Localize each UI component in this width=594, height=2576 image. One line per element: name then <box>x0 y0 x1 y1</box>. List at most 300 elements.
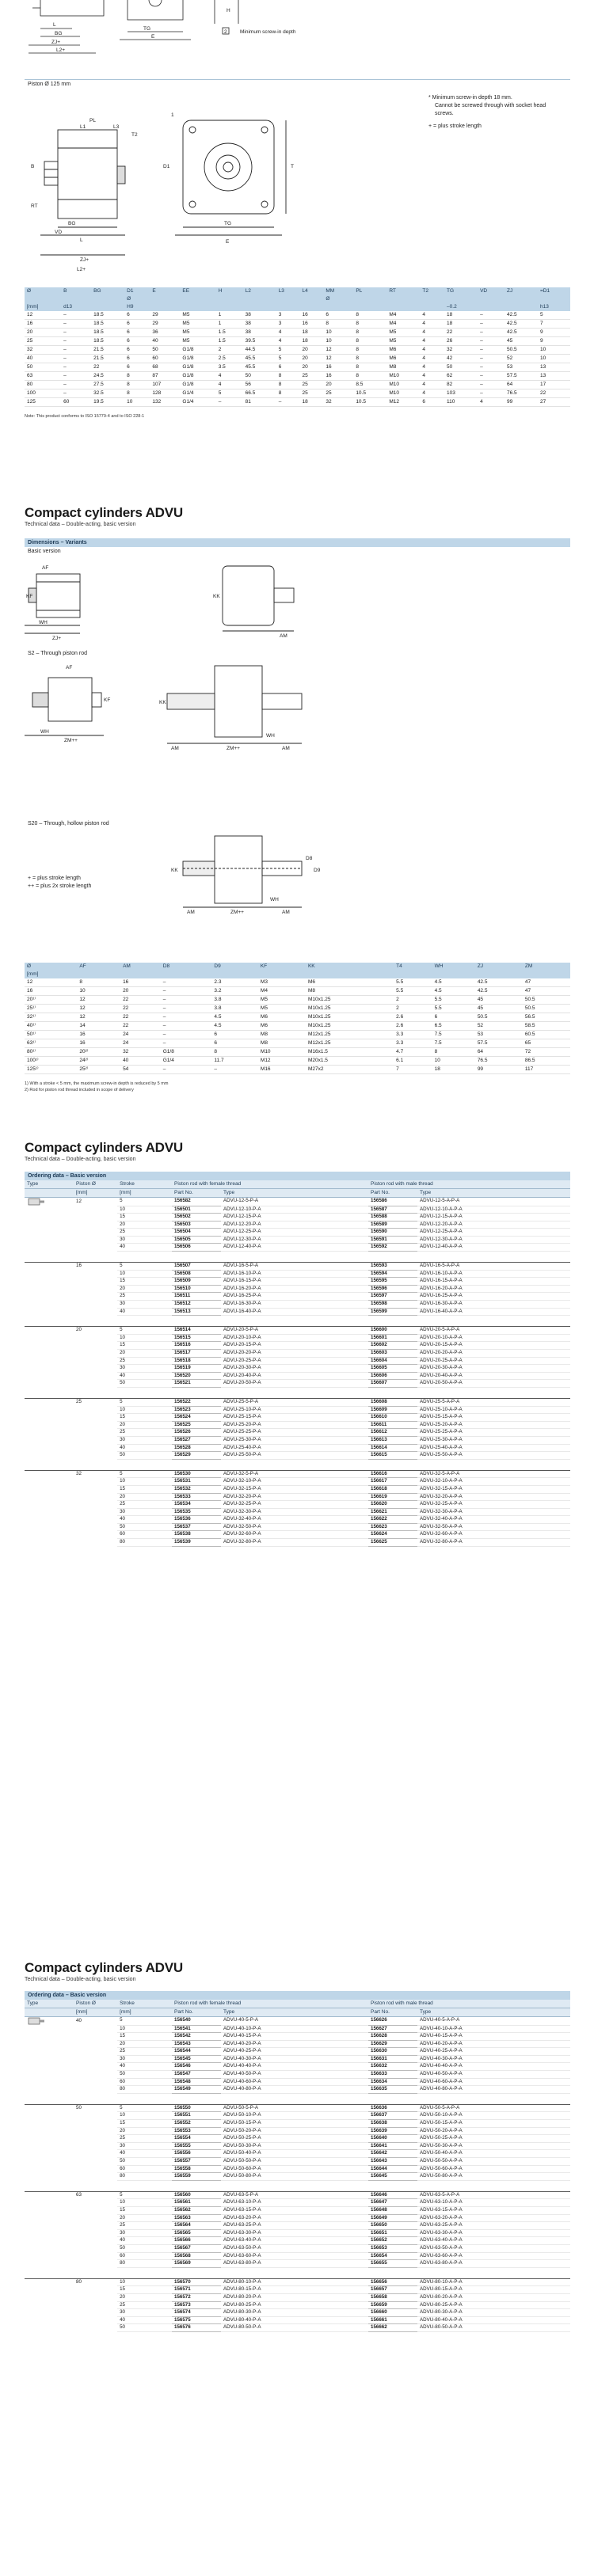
order-header-row <box>25 2000 570 2008</box>
table-cell: – <box>211 1066 257 1074</box>
order-sub-5: Part No. <box>368 1189 417 1198</box>
stroke-cell: 5 <box>117 1198 172 1206</box>
part-no-cell: 156519 <box>172 1365 221 1373</box>
table-cell: – <box>478 389 505 398</box>
table-cell: – <box>161 1039 212 1048</box>
table-cell: 64 <box>505 381 538 389</box>
stroke-cell: 50 <box>117 2071 172 2079</box>
band-label: Dimensions – Variants <box>25 538 570 547</box>
part-no-cell: 156624 <box>368 1531 417 1539</box>
piston-diameter-cell <box>74 1414 117 1422</box>
table-cell: M10x1.25 <box>306 1022 394 1031</box>
type-cell: ADVU-25-20-P-A <box>221 1421 368 1429</box>
piston-diameter-cell <box>74 1350 117 1358</box>
group-spacer <box>25 2267 570 2278</box>
table-cell: 13 <box>538 363 570 372</box>
type-icon-cell <box>25 1470 74 1478</box>
type-cell: ADVU-25-20-A-P-A <box>417 1421 570 1429</box>
part-no-cell: 156515 <box>172 1334 221 1342</box>
order-col-0: Type <box>25 1180 74 1189</box>
dim-sub-4 <box>150 295 180 303</box>
table-cell: M5 <box>180 311 215 320</box>
table-cell: 5.5 <box>432 1005 475 1013</box>
table-cell: 60 <box>61 398 91 407</box>
dim-unit-17: h13 <box>538 303 570 311</box>
table-row <box>25 1372 570 1380</box>
table-cell: 2.5 <box>216 355 243 363</box>
label-AM-right: AM <box>282 746 290 751</box>
piston-diameter-cell <box>74 2316 117 2324</box>
type-icon-cell <box>25 1342 74 1350</box>
type-cell: ADVU-16-5-A-P-A <box>417 1263 570 1271</box>
stroke-cell: 60 <box>117 1531 172 1539</box>
piston-diameter-cell <box>74 2309 117 2317</box>
piston-diameter-cell <box>74 1406 117 1414</box>
part-no-cell: 156633 <box>368 2071 417 2079</box>
table-cell: 3.3 <box>394 1031 432 1039</box>
type-cell: ADVU-32-60-A-P-A <box>417 1531 570 1539</box>
part-no-cell: 156520 <box>172 1372 221 1380</box>
table-cell: 87 <box>150 372 180 381</box>
part-no-cell: 156508 <box>172 1270 221 1278</box>
type-cell: ADVU-20-5-A-P-A <box>417 1327 570 1335</box>
part-no-cell: 156507 <box>172 1263 221 1271</box>
dim-unit-8 <box>276 303 300 311</box>
type-icon-cell <box>25 2150 74 2158</box>
table-cell: 125¹⁾ <box>25 1066 77 1074</box>
top-drawing <box>25 0 570 73</box>
table-cell: 18 <box>432 1066 475 1074</box>
part-no-cell: 156562 <box>172 2206 221 2214</box>
type-cell: ADVU-16-25-P-A <box>221 1293 368 1301</box>
type-cell: ADVU-40-10-P-A <box>221 2025 368 2033</box>
part-no-cell: 156641 <box>368 2142 417 2150</box>
dim-col-16: ZJ <box>505 287 538 295</box>
table-cell: 8 <box>353 329 386 337</box>
type-cell: ADVU-40-15-P-A <box>221 2033 368 2041</box>
table-cell: 4 <box>420 311 444 320</box>
table-cell: 3.8 <box>211 1005 257 1013</box>
table-row <box>25 2040 570 2048</box>
piston-diameter-cell <box>74 1285 117 1293</box>
table-cell: 13 <box>538 372 570 381</box>
dim-sub-7 <box>243 295 276 303</box>
part-no-cell: 156602 <box>368 1342 417 1350</box>
part-no-cell: 156505 <box>172 1236 221 1244</box>
table-row <box>25 1221 570 1229</box>
piston-diameter-cell <box>74 2025 117 2033</box>
table-cell: 1 <box>216 320 243 329</box>
part-no-cell: 156603 <box>368 1350 417 1358</box>
table-cell: 8 <box>276 389 300 398</box>
table-cell: 40 <box>120 1057 161 1066</box>
table-cell: M4 <box>386 320 420 329</box>
part-no-cell: 156555 <box>172 2142 221 2150</box>
order-col-5: Piston rod with male thread <box>368 2000 570 2008</box>
part-no-cell: 156658 <box>368 2293 417 2301</box>
var-unit-4 <box>211 971 257 978</box>
part-no-cell: 156535 <box>172 1508 221 1516</box>
label-T2: T2 <box>131 132 138 138</box>
order-col-0: Type <box>25 2000 74 2008</box>
table-row <box>25 1523 570 1531</box>
type-icon-cell <box>25 2055 74 2063</box>
table-cell: 53 <box>475 1031 523 1039</box>
table-cell: 68 <box>150 363 180 372</box>
type-cell: ADVU-12-25-A-P-A <box>417 1229 570 1237</box>
table-cell: M3 <box>258 978 306 987</box>
part-no-cell: 156615 <box>368 1452 417 1460</box>
table-row <box>25 346 570 355</box>
label-ZJ: ZJ+ <box>52 636 62 641</box>
table-cell: 3 <box>276 311 300 320</box>
table-cell: 5.5 <box>394 987 432 996</box>
piston-diameter-cell <box>74 2206 117 2214</box>
var-unit-6 <box>306 971 394 978</box>
table-row <box>25 398 570 407</box>
type-icon-cell <box>25 2078 74 2086</box>
table-cell: 18 <box>444 311 478 320</box>
order1-title: Compact cylinders ADVU <box>25 1140 183 1155</box>
type-cell: ADVU-32-50-A-P-A <box>417 1523 570 1531</box>
table-cell: 6 <box>124 329 150 337</box>
var-col-2: AM <box>120 963 161 971</box>
table-cell: 8 <box>211 1048 257 1057</box>
table-cell: 42.5 <box>505 311 538 320</box>
stroke-cell: 40 <box>117 2237 172 2245</box>
part-no-cell: 156559 <box>172 2173 221 2181</box>
table-cell: – <box>161 1013 212 1022</box>
table-row <box>25 1066 570 1074</box>
part-no-cell: 156538 <box>172 1531 221 1539</box>
label-BG: BG <box>68 221 76 226</box>
table-cell: M12x1.25 <box>306 1039 394 1048</box>
piston-diameter-cell <box>74 1301 117 1309</box>
table-cell: 110 <box>444 398 478 407</box>
piston-diameter-cell <box>74 1221 117 1229</box>
table-cell: – <box>61 363 91 372</box>
type-cell: ADVU-40-60-P-A <box>221 2078 368 2086</box>
part-no-cell: 156549 <box>172 2086 221 2094</box>
table-cell: – <box>61 355 91 363</box>
table-cell: 12 <box>25 311 61 320</box>
piston-diameter-cell <box>74 1539 117 1547</box>
s20-section <box>25 819 570 918</box>
part-no-cell: 156572 <box>172 2293 221 2301</box>
s2-section <box>25 649 570 756</box>
stroke-cell: 30 <box>117 1236 172 1244</box>
type-cell: ADVU-32-5-A-P-A <box>417 1470 570 1478</box>
table-cell: 99 <box>475 1066 523 1074</box>
piston-diameter-cell <box>74 1478 117 1486</box>
legend-plus: + = plus stroke length <box>28 876 81 881</box>
table-cell: 18 <box>444 320 478 329</box>
stroke-cell: 80 <box>117 2173 172 2181</box>
type-cell: ADVU-63-80-A-P-A <box>417 2260 570 2268</box>
table-row <box>25 2165 570 2173</box>
label-D1: D1 <box>163 164 170 169</box>
table-cell: 80¹⁾ <box>25 1048 77 1057</box>
label-B: B <box>31 164 35 169</box>
part-no-cell: 156570 <box>172 2278 221 2286</box>
part-no-cell: 156516 <box>172 1342 221 1350</box>
part-no-cell: 156582 <box>172 1198 221 1206</box>
type-cell: ADVU-32-20-A-P-A <box>417 1493 570 1501</box>
type-cell: ADVU-40-25-P-A <box>221 2048 368 2056</box>
var-col-5: KF <box>258 963 306 971</box>
table-cell: 18.5 <box>91 320 124 329</box>
table-cell: 6 <box>124 346 150 355</box>
piston-diameter-cell <box>74 2127 117 2135</box>
part-no-cell: 156657 <box>368 2286 417 2294</box>
table-cell: 4 <box>420 346 444 355</box>
part-no-cell: 156631 <box>368 2055 417 2063</box>
table-cell: 10 <box>124 398 150 407</box>
order1-band: Ordering data – Basic version <box>25 1172 570 1180</box>
type-cell: ADVU-80-40-P-A <box>221 2316 368 2324</box>
dimensions-variants-band <box>25 538 570 556</box>
piston-diameter-cell <box>74 1357 117 1365</box>
type-cell: ADVU-20-50-A-P-A <box>417 1380 570 1388</box>
table-cell: 12 <box>77 996 120 1005</box>
table-cell: 7.5 <box>432 1039 475 1048</box>
part-no-cell: 156513 <box>172 1308 221 1316</box>
part-no-cell: 156656 <box>368 2278 417 2286</box>
table-cell: 8 <box>353 355 386 363</box>
part-no-cell: 156501 <box>172 1206 221 1214</box>
table-cell: M5 <box>386 337 420 346</box>
type-cell: ADVU-80-20-P-A <box>221 2293 368 2301</box>
stroke-cell: 80 <box>117 2086 172 2094</box>
stroke-cell: 60 <box>117 2252 172 2260</box>
table-row <box>25 2071 570 2079</box>
type-cell: ADVU-50-50-P-A <box>221 2158 368 2166</box>
table-cell: 128 <box>150 389 180 398</box>
type-icon-cell <box>25 1301 74 1309</box>
part-no-cell: 156652 <box>368 2237 417 2245</box>
table-cell: 4.5 <box>211 1022 257 1031</box>
order-sub-6: Type <box>417 2008 570 2017</box>
dim-subheader-row <box>25 295 570 303</box>
part-no-cell: 156568 <box>172 2252 221 2260</box>
part-no-cell: 156623 <box>368 1523 417 1531</box>
part-no-cell: 156517 <box>172 1350 221 1358</box>
table-cell: 3.2 <box>211 987 257 996</box>
part-no-cell: 156532 <box>172 1485 221 1493</box>
label-D9: D9 <box>314 868 321 873</box>
table-cell: 4 <box>420 337 444 346</box>
table-row <box>25 329 570 337</box>
table-row <box>25 2252 570 2260</box>
var-col-9: ZJ <box>475 963 523 971</box>
piston-diameter-cell <box>74 2086 117 2094</box>
stroke-cell: 10 <box>117 2278 172 2286</box>
table-cell: 42.5 <box>505 329 538 337</box>
dim-col-14: TG <box>444 287 478 295</box>
table-row <box>25 2150 570 2158</box>
stroke-cell: 20 <box>117 2127 172 2135</box>
dim-unit-11 <box>353 303 386 311</box>
part-no-cell: 156575 <box>172 2316 221 2324</box>
dim-sub-13 <box>420 295 444 303</box>
type-cell: ADVU-63-5-P-A <box>221 2191 368 2199</box>
label-L: L <box>53 22 56 28</box>
table-cell: 20 <box>300 363 324 372</box>
dim-col-10: MM <box>323 287 353 295</box>
part-no-cell: 156563 <box>172 2214 221 2222</box>
table-cell: 22 <box>120 996 161 1005</box>
table-cell: M12 <box>386 398 420 407</box>
piston-diameter-cell <box>74 1429 117 1437</box>
type-cell: ADVU-16-10-A-P-A <box>417 1270 570 1278</box>
piston-diameter-cell <box>74 2214 117 2222</box>
table-cell: 6 <box>211 1039 257 1048</box>
dim-unit-4 <box>150 303 180 311</box>
table-cell: 22 <box>444 329 478 337</box>
s20-caption: S20 – Through, hollow piston rod <box>28 821 109 826</box>
piston-diameter-cell <box>74 2260 117 2268</box>
table-cell: 100 <box>25 389 61 398</box>
dim-col-2: BG <box>91 287 124 295</box>
part-no-cell: 156527 <box>172 1436 221 1444</box>
part-no-cell: 156529 <box>172 1452 221 1460</box>
table-cell: 8 <box>124 389 150 398</box>
table-cell: 6 <box>420 398 444 407</box>
table-cell: 45 <box>505 337 538 346</box>
type-icon-cell <box>25 1206 74 1214</box>
part-no-cell: 156593 <box>368 1263 417 1271</box>
table-cell: 52 <box>475 1022 523 1031</box>
piston-diameter-cell <box>74 2252 117 2260</box>
part-no-cell: 156628 <box>368 2033 417 2041</box>
part-no-cell: 156592 <box>368 1244 417 1252</box>
table-cell: 53 <box>505 363 538 372</box>
part-no-cell: 156510 <box>172 1285 221 1293</box>
table-cell: 44.5 <box>243 346 276 355</box>
piston-diameter-cell <box>74 2055 117 2063</box>
part-no-cell: 156504 <box>172 1229 221 1237</box>
table-cell: 8 <box>353 346 386 355</box>
label-L: L <box>80 237 83 243</box>
dim-col-15: VD <box>478 287 505 295</box>
table-cell: G1/8 <box>180 381 215 389</box>
type-icon-cell <box>25 2244 74 2252</box>
label-L2: L2+ <box>56 47 66 53</box>
table-cell: 2 <box>394 1005 432 1013</box>
table-cell: 6 <box>276 363 300 372</box>
order-subheader-row <box>25 2008 570 2017</box>
piston-diameter-cell <box>74 1501 117 1509</box>
type-icon-cell <box>25 2191 74 2199</box>
order-col-3: Piston rod with female thread <box>172 2000 368 2008</box>
dim-unit-0: [mm] <box>25 303 61 311</box>
table-cell: 18 <box>300 329 324 337</box>
table-cell: 54 <box>120 1066 161 1074</box>
table-cell: 10 <box>323 337 353 346</box>
dim-col-5: EE <box>180 287 215 295</box>
table-cell: M5 <box>180 337 215 346</box>
table-row <box>25 2112 570 2120</box>
type-cell: ADVU-63-50-A-P-A <box>417 2244 570 2252</box>
type-cell: ADVU-80-30-A-P-A <box>417 2309 570 2317</box>
type-cell: ADVU-63-10-P-A <box>221 2199 368 2207</box>
piston-diameter-cell <box>74 1444 117 1452</box>
type-cell: ADVU-20-5-P-A <box>221 1327 368 1335</box>
part-no-cell: 156553 <box>172 2127 221 2135</box>
part-no-cell: 156565 <box>172 2229 221 2237</box>
dim-sub-11 <box>353 295 386 303</box>
part-no-cell: 156552 <box>172 2120 221 2128</box>
type-cell: ADVU-63-30-P-A <box>221 2229 368 2237</box>
table-cell: 40 <box>25 355 61 363</box>
table-cell: 8 <box>353 372 386 381</box>
table-cell: 11.7 <box>211 1057 257 1066</box>
piston-diameter-cell <box>74 2040 117 2048</box>
type-icon-cell <box>25 2237 74 2245</box>
table-row <box>25 337 570 346</box>
table-row <box>25 1508 570 1516</box>
type-cell: ADVU-63-5-A-P-A <box>417 2191 570 2199</box>
table-cell: 132 <box>150 398 180 407</box>
order-sub-0 <box>25 2008 74 2017</box>
table-row <box>25 1516 570 1524</box>
type-icon-cell <box>25 2206 74 2214</box>
type-cell: ADVU-32-15-P-A <box>221 1485 368 1493</box>
part-no-cell: 156597 <box>368 1293 417 1301</box>
order-sub-4: Type <box>221 2008 368 2017</box>
part-no-cell: 156571 <box>172 2286 221 2294</box>
order1-subtitle: Technical data – Double-acting, basic version <box>25 1157 136 1162</box>
dim-col-17: =D1 <box>538 287 570 295</box>
type-cell: ADVU-40-15-A-P-A <box>417 2033 570 2041</box>
table-row <box>25 2078 570 2086</box>
piston-diameter-cell <box>74 1334 117 1342</box>
type-cell: ADVU-63-20-A-P-A <box>417 2214 570 2222</box>
table-cell: M8 <box>386 363 420 372</box>
order-col-5: Piston rod with male thread <box>368 1180 570 1189</box>
table-cell: M5 <box>180 329 215 337</box>
table-cell: 8 <box>353 320 386 329</box>
table-row <box>25 1380 570 1388</box>
table-cell: 60.5 <box>523 1031 570 1039</box>
table-row <box>25 1244 570 1252</box>
table-row <box>25 2158 570 2166</box>
label-KF: KF <box>26 594 33 599</box>
table-cell: 45.5 <box>243 363 276 372</box>
table-cell: M10 <box>386 372 420 381</box>
table-row <box>25 1429 570 1437</box>
type-cell: ADVU-20-20-A-P-A <box>417 1350 570 1358</box>
stroke-cell: 25 <box>117 1501 172 1509</box>
piston-diameter-cell <box>74 1236 117 1244</box>
table-cell: – <box>61 329 91 337</box>
stroke-cell: 20 <box>117 2040 172 2048</box>
table-cell: – <box>161 996 212 1005</box>
table-cell: 10 <box>538 355 570 363</box>
type-cell: ADVU-12-40-P-A <box>221 1244 368 1252</box>
piston-diameter-cell <box>74 2071 117 2079</box>
stroke-cell: 20 <box>117 1221 172 1229</box>
label-H: H <box>227 8 230 13</box>
dim-sub-12 <box>386 295 420 303</box>
table-row <box>25 2135 570 2143</box>
stroke-cell: 50 <box>117 1523 172 1531</box>
table-cell: 50.5 <box>505 346 538 355</box>
type-cell: ADVU-50-15-P-A <box>221 2120 368 2128</box>
table-cell: 16 <box>323 372 353 381</box>
table-cell: M4 <box>386 311 420 320</box>
legend-plus2: ++ = plus 2x stroke length <box>28 883 92 889</box>
